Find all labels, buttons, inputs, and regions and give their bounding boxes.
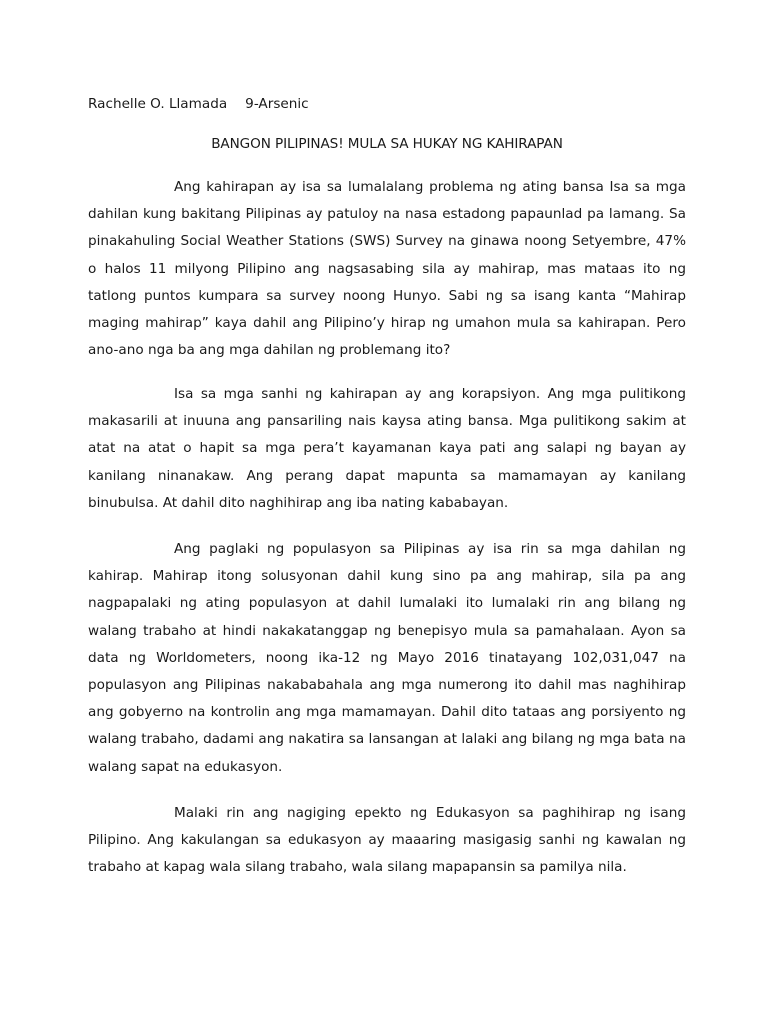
document-title: BANGON PILIPINAS! MULA SA HUKAY NG KAHIRAPAN bbox=[211, 136, 563, 152]
student-name: Rachelle O. Llamada bbox=[88, 96, 228, 112]
paragraph-4: Malaki rin ang nagiging epekto ng Edukasyon sa paghihirap ng isang Pilipino. Ang kakulangan sa edukasyon ay maaaring masigasig sanhi ng kawalan ng trabaho at kapag wala silang trabaho, wala silang mapapansin sa pamilya nila. bbox=[88, 805, 686, 876]
paragraph-1: Ang kahirapan ay isa sa lumalalang problema ng ating bansa Isa sa mga dahilan kung bakitang Pilipinas ay patuloy na nasa estadong papaunlad pa lamang. Sa pinakahuling Social Weather Stations (SWS) Survey na ginawa noong Setyembre, 47% o halos 11 milyong Pilipino ang nagsasabing sila ay mahirap, mas mataas ito ng tatlong puntos kumpara sa survey noong Hunyo. Sabi ng sa isang kanta “Mahirap maging mahirap” kaya dahil ang Pilipino’y hirap ng umahon mula sa kahirapan. Pero ano-ano nga ba ang mga dahilan ng problemang ito? bbox=[88, 179, 686, 359]
paragraph-2: Isa sa mga sanhi ng kahirapan ay ang korapsiyon. Ang mga pulitikong makasarili at inuuna ang pansariling nais kaysa ating bansa. Mga pulitikong sakim at atat na atat o hapit sa mga pera’t kayamanan kaya pati ang salapi ng bayan ay kanilang ninanakaw. Ang perang dapat mapunta sa mamamayan ay kanilang binubulsa. At dahil dito naghihirap ang iba nating kababayan. bbox=[88, 386, 686, 511]
document-page bbox=[88, 0, 686, 1024]
class-name: 9-Arsenic bbox=[245, 96, 309, 112]
paragraph-3: Ang paglaki ng populasyon sa Pilipinas ay isa rin sa mga dahilan ng kahirap. Mahirap itong solusyonan dahil kung sino pa ang mahirap, sila pa ang nagpapalaki ng ating populasyon at dahil lumalaki ito lumalaki rin ang bilang ng walang trabaho at hindi nakakatanggap ng benepisyo mula sa pamahalaan. Ayon sa data ng Worldometers, noong ika-12 ng Mayo 2016 tinatayang 102,031,047 na populasyon ang Pilipinas nakababahala ang mga numerong ito dahil mas naghihirap ang gobyerno na kontrolin ang mga mamamayan. Dahil dito tataas ang porsiyento ng walang trabaho, dadami ang nakatira sa lansangan at lalaki ang bilang ng mga bata na walang sapat na edukasyon. bbox=[88, 541, 686, 775]
author-line bbox=[88, 92, 309, 116]
